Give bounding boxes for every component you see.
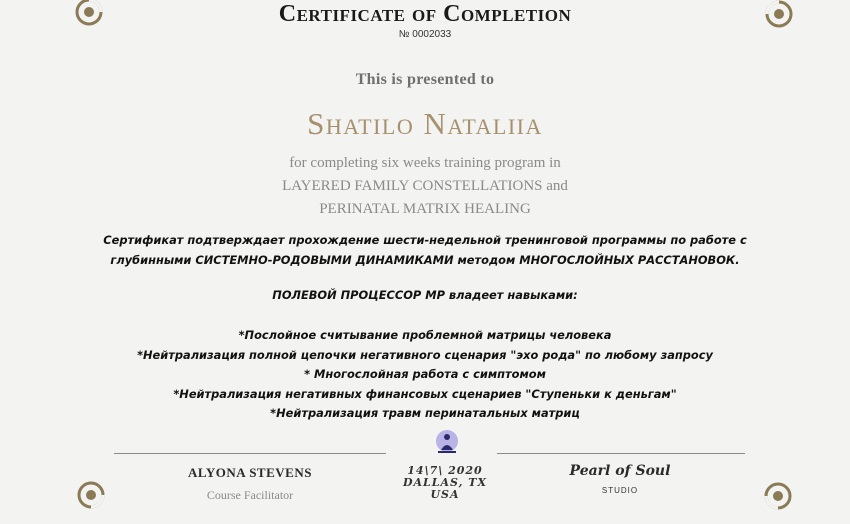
signer-name: ALYONA STEVENS — [188, 465, 312, 480]
skill-item: *Послойное считывание проблемной матрицы человека — [238, 328, 612, 342]
description-line: глубинными СИСТЕМНО-РОДОВЫМИ ДИНАМИКАМИ методом МНОГОСЛОЙНЫХ РАССТАНОВОК. — [110, 253, 740, 267]
signature-line — [114, 453, 386, 454]
certificate-date: 14\7\ 2020 — [407, 464, 483, 477]
certificate-number: № 0002033 — [398, 29, 452, 40]
program-description — [0, 152, 850, 221]
program-line: LAYERED FAMILY CONSTELLATIONS and — [282, 178, 568, 194]
certificate-country: USA — [430, 488, 460, 501]
certificate-title: Certificate of Completion — [278, 1, 572, 27]
spiral-ornament-icon — [76, 480, 106, 510]
skill-item: * Многослойная работа с симптомом — [304, 367, 546, 381]
skills-title: ПОЛЕВОЙ ПРОЦЕССОР МР владеет навыками: — [272, 288, 578, 302]
certificate-city: DALLAS, TX — [402, 476, 487, 489]
skills-list — [0, 326, 850, 424]
skill-item: *Нейтрализация полной цепочки негативного сценария "эхо рода" по любому запросу — [137, 347, 713, 362]
recipient-name: Shatilo Nataliia — [307, 106, 543, 141]
description-line: Сертификат подтверждает прохождение шести-недельной тренинговой программы по работе с — [103, 233, 747, 247]
spiral-ornament-icon — [763, 481, 793, 511]
brand-subtitle: STUDIO — [601, 486, 639, 495]
program-line: for completing six weeks training program in — [289, 155, 561, 171]
brand-line — [497, 453, 745, 454]
program-line: PERINATAL MATRIX HEALING — [319, 201, 531, 217]
studio-emblem-icon — [432, 428, 462, 458]
presented-to-label: This is presented to — [355, 71, 495, 88]
brand-logo: Pearl of Soul — [569, 463, 671, 479]
signer-role: Course Facilitator — [206, 488, 294, 502]
skill-item: *Нейтрализация негативных финансовых сценариев "Ступеньки к деньгам" — [173, 386, 677, 401]
skill-item: *Нейтрализация травм перинатальных матриц — [270, 406, 580, 420]
date-place — [385, 465, 505, 501]
russian-description — [0, 230, 850, 270]
